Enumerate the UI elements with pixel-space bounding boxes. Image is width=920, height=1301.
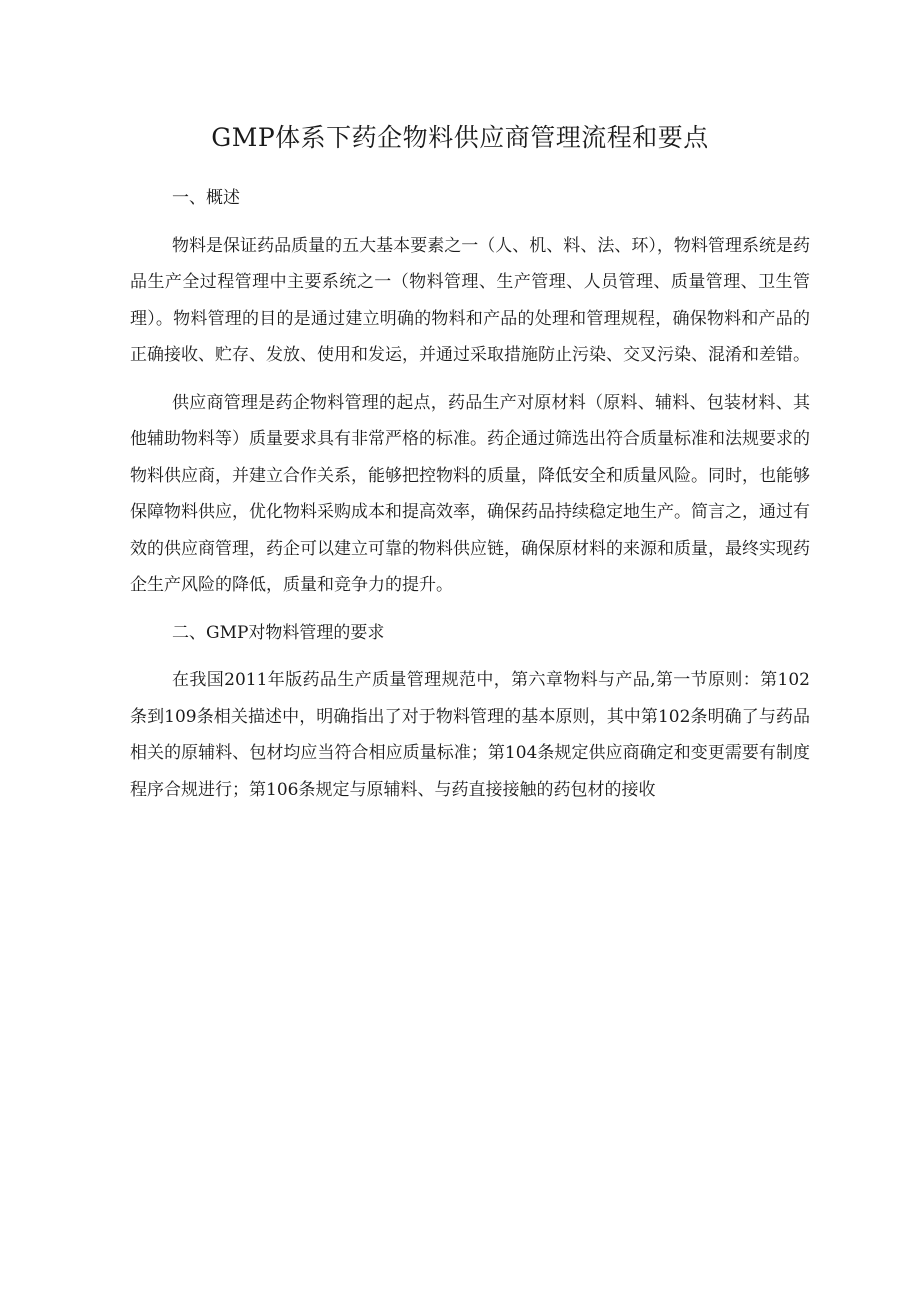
section-gmp-requirements: [130, 615, 810, 809]
paragraph: 供应商管理是药企物料管理的起点，药品生产对原材料（原料、辅料、包装材料、其他辅助物料等）质量要求具有非常严格的标准。药企通过筛选出符合质量标准和法规要求的物料供应商，并建立合作关系，能够把控物料的质量，降低安全和质量风险。同时，也能够保障物料供应，优化物料采购成本和提高效率，确保药品持续稳定地生产。简言之，通过有效的供应商管理，药企可以建立可靠的物料供应链，确保原材料的来源和质量，最终实现药企生产风险的降低，质量和竞争力的提升。: [130, 392, 810, 595]
section-heading: 一、概述: [172, 188, 240, 208]
section-overview: [130, 180, 810, 604]
paragraph: 物料是保证药品质量的五大基本要素之一（人、机、料、法、环），物料管理系统是药品生产全过程管理中主要系统之一（物料管理、生产管理、人员管理、质量管理、卫生管理）。物料管理的目的是通过建立明确的物料和产品的处理和管理规程，确保物料和产品的正确接收、贮存、发放、使用和发运，并通过采取措施防止污染、交叉污染、混淆和差错。: [130, 235, 810, 365]
paragraph: 在我国2011年版药品生产质量管理规范中，第六章物料与产品,第一节原则：第102条到109条相关描述中，明确指出了对于物料管理的基本原则，其中第102条明确了与药品相关的原辅料、包材均应当符合相应质量标准；第104条规定供应商确定和变更需要有制度程序合规进行；第106条规定与原辅料、与药直接接触的药包材的接收: [130, 670, 810, 800]
section-heading: 二、GMP对物料管理的要求: [172, 622, 385, 643]
document-title: GMP体系下药企物料供应商管理流程和要点: [211, 123, 709, 152]
document-body: [130, 180, 810, 819]
